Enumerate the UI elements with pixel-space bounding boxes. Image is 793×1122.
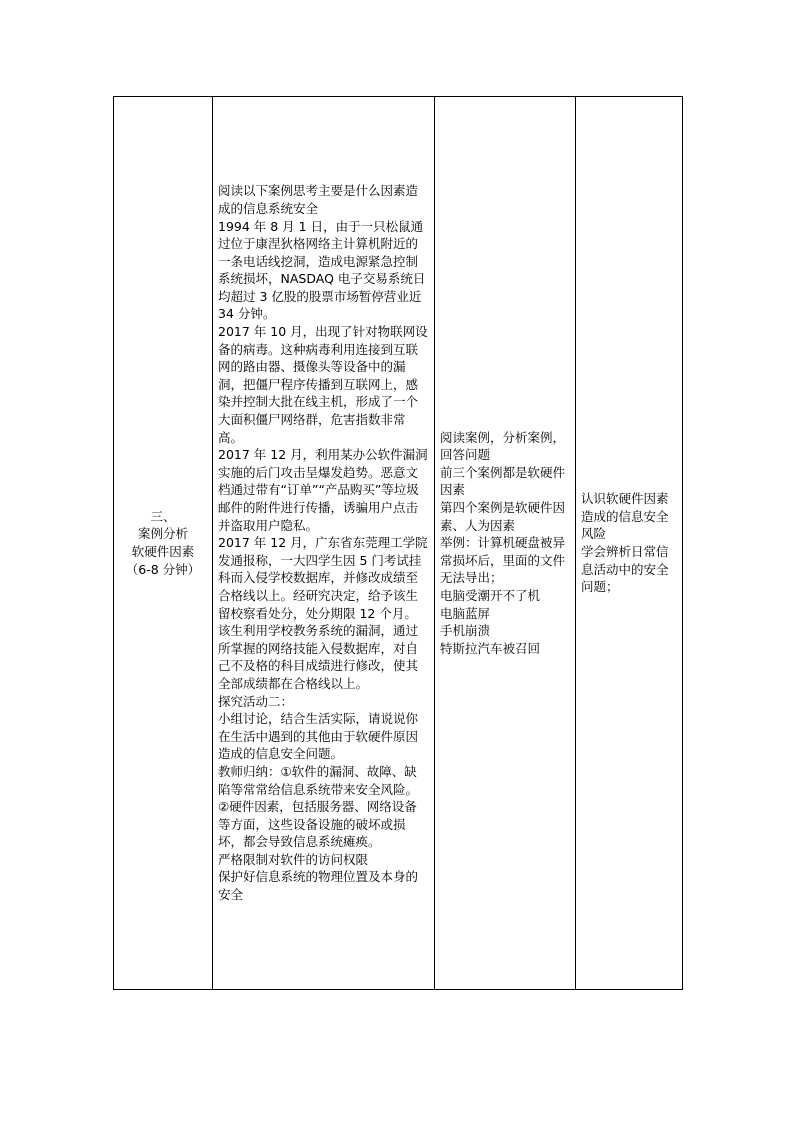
measure-2: 保护好信息系统的物理位置及本身的安全 bbox=[218, 869, 419, 903]
stage-title: 案例分析 bbox=[137, 526, 188, 542]
case-3: 2017 年 12 月，利用某办公软件漏洞实施的后门攻击呈爆发趋势。恶意文档通过带有“订单”“产品购买”等垃圾邮件的附件进行传播，诱骗用户点击并盗取用户隐私。 bbox=[218, 447, 428, 533]
case-4: 2017 年 12 月，广东省东莞理工学院发通报称，一大四学生因 5 门考试挂科而入侵学校数据库，并修改成绩至合格线以上。经研究决定，给予该生留校察看处分，处分期限 12 个月。该生利用学校教务系统的漏洞，通过所掌握的网络技能入侵数据库，对自己不及格的科目成绩进行修改，使其全部成绩都在合格线以上。 bbox=[218, 535, 428, 691]
teacher-activity-cell bbox=[213, 97, 435, 990]
student-line: 特斯拉汽车被召回 bbox=[440, 640, 541, 656]
activity-heading: 探究活动二： bbox=[218, 693, 294, 709]
student-line: 阅读案例，分析案例，回答问题 bbox=[440, 429, 566, 463]
stage-cell bbox=[114, 97, 213, 990]
stage-subtitle: 软硬件因素 bbox=[131, 544, 195, 559]
student-line: 举例：计算机硬盘被异常损坏后，里面的文件无法导出； bbox=[440, 535, 566, 586]
intent-line: 认识软硬件因素造成的信息安全风险 bbox=[581, 491, 669, 542]
table-row bbox=[114, 97, 683, 990]
stage-number: 三、 bbox=[150, 508, 176, 524]
stage-duration: （6-8 分钟） bbox=[125, 561, 201, 577]
group-discussion: 小组讨论，结合生活实际，请说说你在生活中遇到的其他由于软硬件原因造成的信息安全问题。 bbox=[218, 711, 419, 762]
student-line: 手机崩溃 bbox=[440, 623, 491, 639]
measure-1: 严格限制对软件的访问权限 bbox=[218, 851, 369, 867]
intent-line: 学会辨析日常信息活动中的安全问题； bbox=[581, 544, 669, 595]
student-line: 电脑蓝屏 bbox=[440, 605, 491, 621]
case-2: 2017 年 10 月，出现了针对物联网设备的病毒。这种病毒利用连接到互联网的路由器、摄像头等设备中的漏洞，把僵尸程序传播到互联网上，感染并控制大批在线主机，形成了一个大面积僵尸网络群，危害指数非常高。 bbox=[218, 324, 428, 445]
case-1: 1994 年 8 月 1 日，由于一只松鼠通过位于康涅狄格网络主计算机附近的一条电话线挖洞，造成电源紧急控制系统损坏，NASDAQ 电子交易系统日均超过 3 亿股的股票市场暂停营业近 34 分钟。 bbox=[218, 218, 426, 322]
student-line: 第四个案例是软硬件因素、人为因素 bbox=[440, 500, 566, 533]
design-intent-cell bbox=[576, 97, 683, 990]
teacher-summary-2: ②硬件因素，包括服务器、网络设备等方面，这些设备设施的破坏或损坏，都会导致信息系统瘫痪。 bbox=[218, 799, 417, 850]
student-line: 前三个案例都是软硬件因素 bbox=[440, 464, 566, 498]
lesson-plan-table bbox=[113, 96, 683, 990]
student-line: 电脑受潮开不了机 bbox=[440, 587, 541, 603]
teacher-summary-1: 教师归纳：①软件的漏洞、故障、缺陷等常常给信息系统带来安全风险。 bbox=[218, 763, 419, 797]
student-activity-cell bbox=[435, 97, 576, 990]
case-prompt: 阅读以下案例思考主要是什么因素造成的信息系统安全 bbox=[218, 183, 419, 216]
